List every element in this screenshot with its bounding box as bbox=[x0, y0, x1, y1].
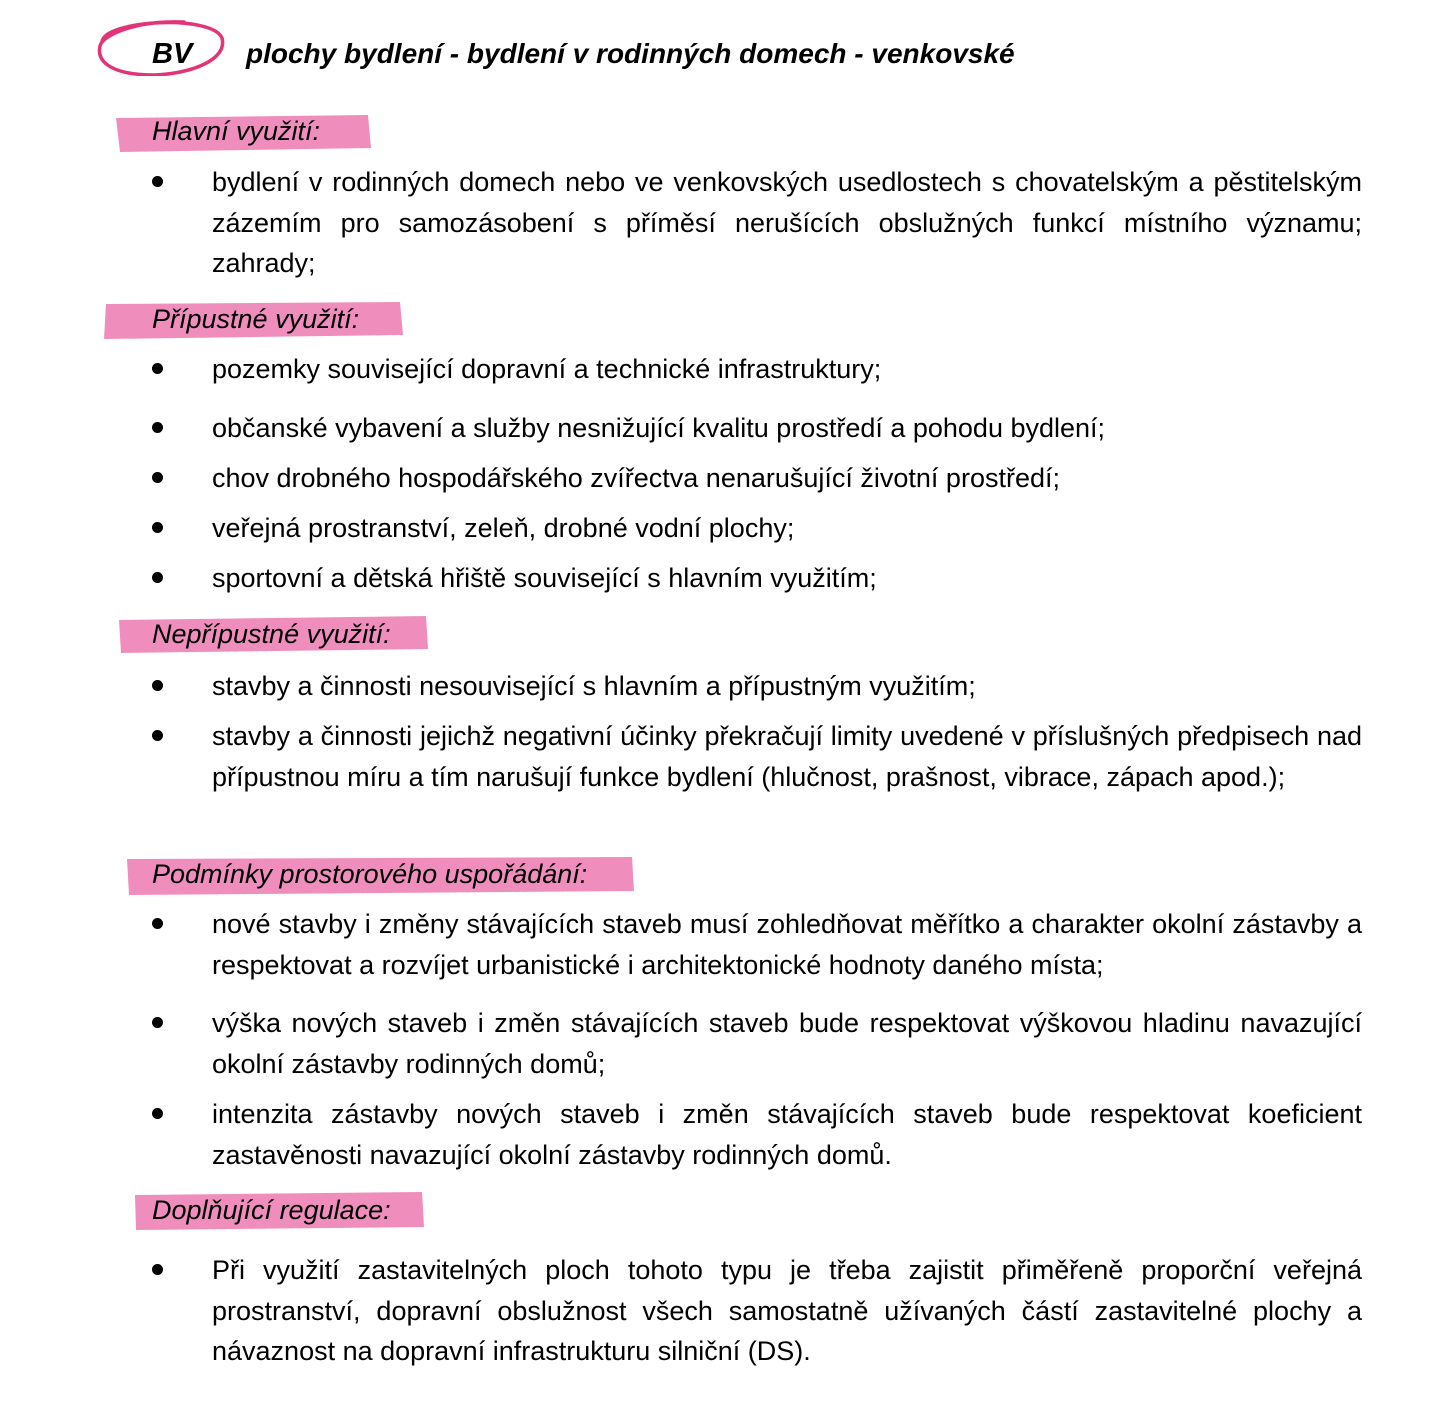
list-item-text: stavby a činnosti nesouvisející s hlavním a přípustným využitím; bbox=[212, 671, 976, 701]
list-item bbox=[150, 1250, 1362, 1372]
list-item bbox=[150, 558, 1362, 599]
list-item-text: občanské vybavení a služby nesnižující kvalitu prostředí a pohodu bydlení; bbox=[212, 413, 1106, 443]
list-item bbox=[150, 666, 1362, 707]
section-heading-label: Hlavní využití: bbox=[152, 116, 321, 146]
bullet-icon bbox=[152, 472, 163, 483]
bullet-icon bbox=[152, 422, 163, 433]
section-heading-nepripustne bbox=[116, 615, 430, 655]
section-heading-label: Přípustné využití: bbox=[152, 304, 360, 334]
list-item-text: chov drobného hospodářského zvířectva nenarušující životní prostředí; bbox=[212, 463, 1060, 493]
list-item bbox=[150, 1094, 1362, 1175]
list-item-text: výška nových staveb i změn stávajících staveb bude respektovat výškovou hladinu navazující okolní zástavby rodinných domů; bbox=[212, 1008, 1362, 1079]
list-item-text: nové stavby i změny stávajících staveb musí zohledňovat měřítko a charakter okolní zástavby a respektovat a rozvíjet urbanistické i architektonické hodnoty daného místa; bbox=[212, 909, 1362, 980]
section-heading-label: Doplňující regulace: bbox=[152, 1195, 391, 1225]
list-item bbox=[150, 904, 1362, 985]
list-item-text: sportovní a dětská hřiště související s hlavním využitím; bbox=[212, 563, 877, 593]
list-item bbox=[150, 408, 1362, 449]
section-heading-hlavni bbox=[114, 112, 372, 152]
section-heading-doplnujici bbox=[132, 1191, 426, 1231]
bullet-icon bbox=[152, 572, 163, 583]
list-item-text: stavby a činnosti jejichž negativní účinky překračují limity uvedené v příslušných předpisech nad přípustnou míru a tím narušují funkce bydlení (hlučnost, prašnost, vibrace, zápach apod.); bbox=[212, 721, 1362, 792]
bullet-icon bbox=[152, 1264, 163, 1275]
list-item-text: intenzita zástavby nových staveb i změn stávajících staveb bude respektovat koeficient zastavěnosti navazující okolní zástavby rodinných domů. bbox=[212, 1099, 1362, 1170]
section-heading-pripustne bbox=[102, 300, 404, 340]
list-item-text: bydlení v rodinných domech nebo ve venkovských usedlostech s chovatelským a pěstitelským zázemím pro samozásobení s příměsí nerušících obslužných funkcí místního významu; zahrady; bbox=[212, 167, 1362, 278]
section-heading-label: Podmínky prostorového uspořádání: bbox=[152, 859, 588, 889]
list-item bbox=[150, 508, 1362, 549]
bullet-icon bbox=[152, 680, 163, 691]
section-heading-label: Nepřípustné využití: bbox=[152, 619, 391, 649]
bullet-icon bbox=[152, 1017, 163, 1028]
zone-title: plochy bydlení - bydlení v rodinných domech - venkovské bbox=[246, 38, 1015, 69]
document-title-row bbox=[94, 12, 1394, 78]
bullet-icon bbox=[152, 918, 163, 929]
list-item bbox=[150, 162, 1362, 284]
list-item-text: pozemky související dopravní a technické infrastruktury; bbox=[212, 354, 882, 384]
bullet-icon bbox=[152, 176, 163, 187]
list-item-text: Při využití zastavitelných ploch tohoto typu je třeba zajistit přiměřeně proporční veřejná prostranství, dopravní obslužnost všech samostatně užívaných částí zastavitelné plochy a návaznost na dopravní infrastrukturu silniční (DS). bbox=[212, 1255, 1362, 1366]
list-item-text: veřejná prostranství, zeleň, drobné vodní plochy; bbox=[212, 513, 795, 543]
section-heading-podminky bbox=[124, 855, 636, 895]
list-item bbox=[150, 458, 1362, 499]
list-item bbox=[150, 716, 1362, 797]
bullet-icon bbox=[152, 730, 163, 741]
bullet-icon bbox=[152, 1108, 163, 1119]
bullet-icon bbox=[152, 363, 163, 374]
list-item bbox=[150, 349, 1362, 390]
bullet-icon bbox=[152, 522, 163, 533]
list-item bbox=[150, 1003, 1362, 1084]
zone-code: BV bbox=[152, 38, 193, 70]
